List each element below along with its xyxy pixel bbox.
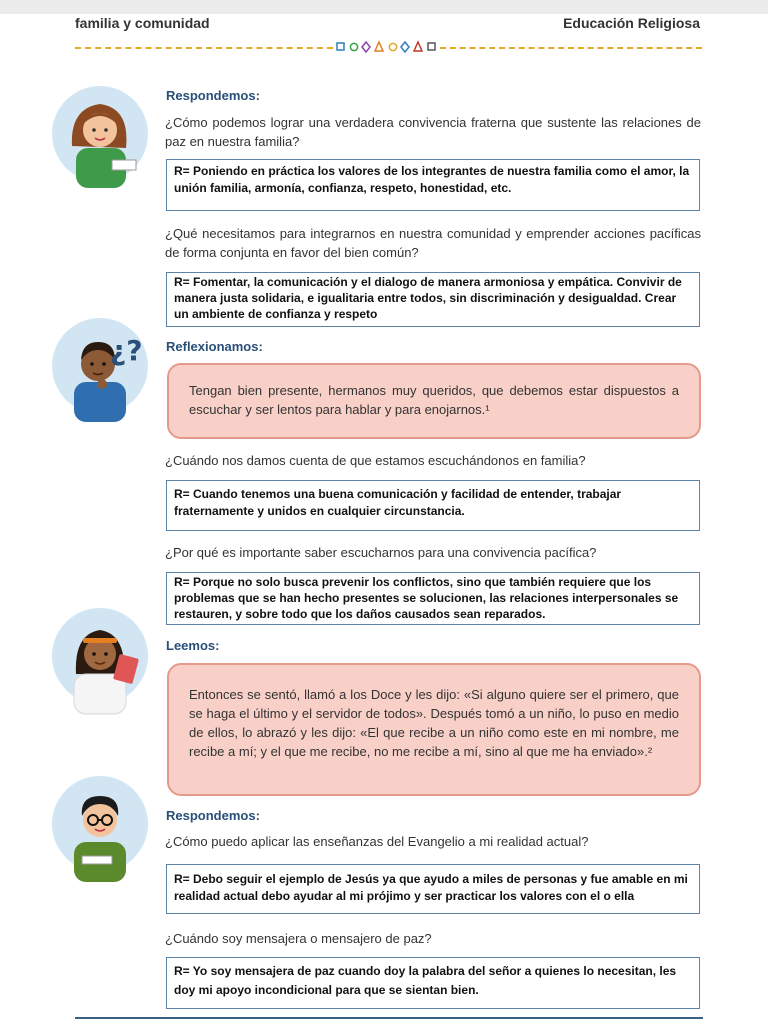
question-6: ¿Cuándo soy mensajera o mensajero de paz? bbox=[165, 931, 432, 946]
question-5: ¿Cómo puedo aplicar las enseñanzas del Evangelio a mi realidad actual? bbox=[165, 834, 589, 849]
question-mark-icon bbox=[108, 332, 143, 367]
answer-box-5: R= Debo seguir el ejemplo de Jesús ya que ayudo a miles de personas y fue amable en mi realidad actual debo ayudar al mi prójimo y ser practicar los valores con el o ella bbox=[166, 864, 700, 914]
svg-text:¿?: ¿? bbox=[110, 334, 143, 367]
header-left: familia y comunidad bbox=[75, 15, 210, 31]
answer-box-2: R= Fomentar, la comunicación y el dialogo de manera armoniosa y empática. Convivir de manera justa solidaria, e igualitaria entre todos, sin discriminación y desigualdad. Crear un ambiente de confianza y respeto bbox=[166, 272, 700, 327]
quote-box-1: Tengan bien presente, hermanos muy queridos, que debemos estar dispuestos a escuchar y ser lentos para hablar y para enojarnos.¹ bbox=[167, 363, 701, 439]
header-right: Educación Religiosa bbox=[563, 15, 700, 31]
girl-writing-illustration bbox=[52, 86, 148, 182]
question-4: ¿Por qué es importante saber escucharnos para una convivencia pacífica? bbox=[165, 545, 597, 560]
quote-box-2: Entonces se sentó, llamó a los Doce y les dijo: «Si alguno quiere ser el primero, que se haga el último y el servidor de todos». Después tomó a un niño, lo puso en medio de ellos, lo abrazó y les dijo: «El que recibe a un niño como este en mi nombre, me recibe a mí; y el que me recibe, no me recibe a mí, sino al que me ha enviado».² bbox=[167, 663, 701, 796]
girl-reading-illustration bbox=[52, 608, 148, 704]
section-title-reflexionamos: Reflexionamos: bbox=[166, 339, 263, 354]
section-title-respondemos-2: Respondemos: bbox=[166, 808, 260, 823]
section-title-leemos: Leemos: bbox=[166, 638, 220, 653]
question-2: ¿Qué necesitamos para integrarnos en nuestra comunidad y emprender acciones pacíficas de forma conjunta en favor del bien común? bbox=[165, 226, 701, 260]
question-1: ¿Cómo podemos lograr una verdadera convivencia fraterna que sustente las relaciones de paz en nuestra familia? bbox=[165, 115, 701, 149]
bottom-divider bbox=[75, 1017, 703, 1019]
top-strip bbox=[0, 0, 768, 14]
answer-box-3: R= Cuando tenemos una buena comunicación y facilidad de entender, trabajar fraternamente y unidos en cualquier circunstancia. bbox=[166, 480, 700, 531]
header-shapes-icon bbox=[336, 40, 436, 54]
header-divider-right bbox=[440, 47, 702, 49]
question-3: ¿Cuándo nos damos cuenta de que estamos escuchándonos en familia? bbox=[165, 453, 586, 468]
header-divider-left bbox=[75, 47, 333, 49]
answer-box-4: R= Porque no solo busca prevenir los conflictos, sino que también requiere que los problemas que se han hecho presentes se solucionen, las relaciones interpersonales se restauren, y sobre todo que los daños causados sean reparados. bbox=[166, 572, 700, 625]
section-title-respondemos: Respondemos: bbox=[166, 88, 260, 103]
answer-box-6: R= Yo soy mensajera de paz cuando doy la palabra del señor a quienes lo necesitan, les doy mi apoyo incondicional para que se sientan bien. bbox=[166, 957, 700, 1009]
boy-glasses-writing-illustration bbox=[52, 776, 148, 872]
answer-box-1: R= Poniendo en práctica los valores de los integrantes de nuestra familia como el amor, la unión familia, armonía, confianza, respeto, honestidad, etc. bbox=[166, 159, 700, 211]
